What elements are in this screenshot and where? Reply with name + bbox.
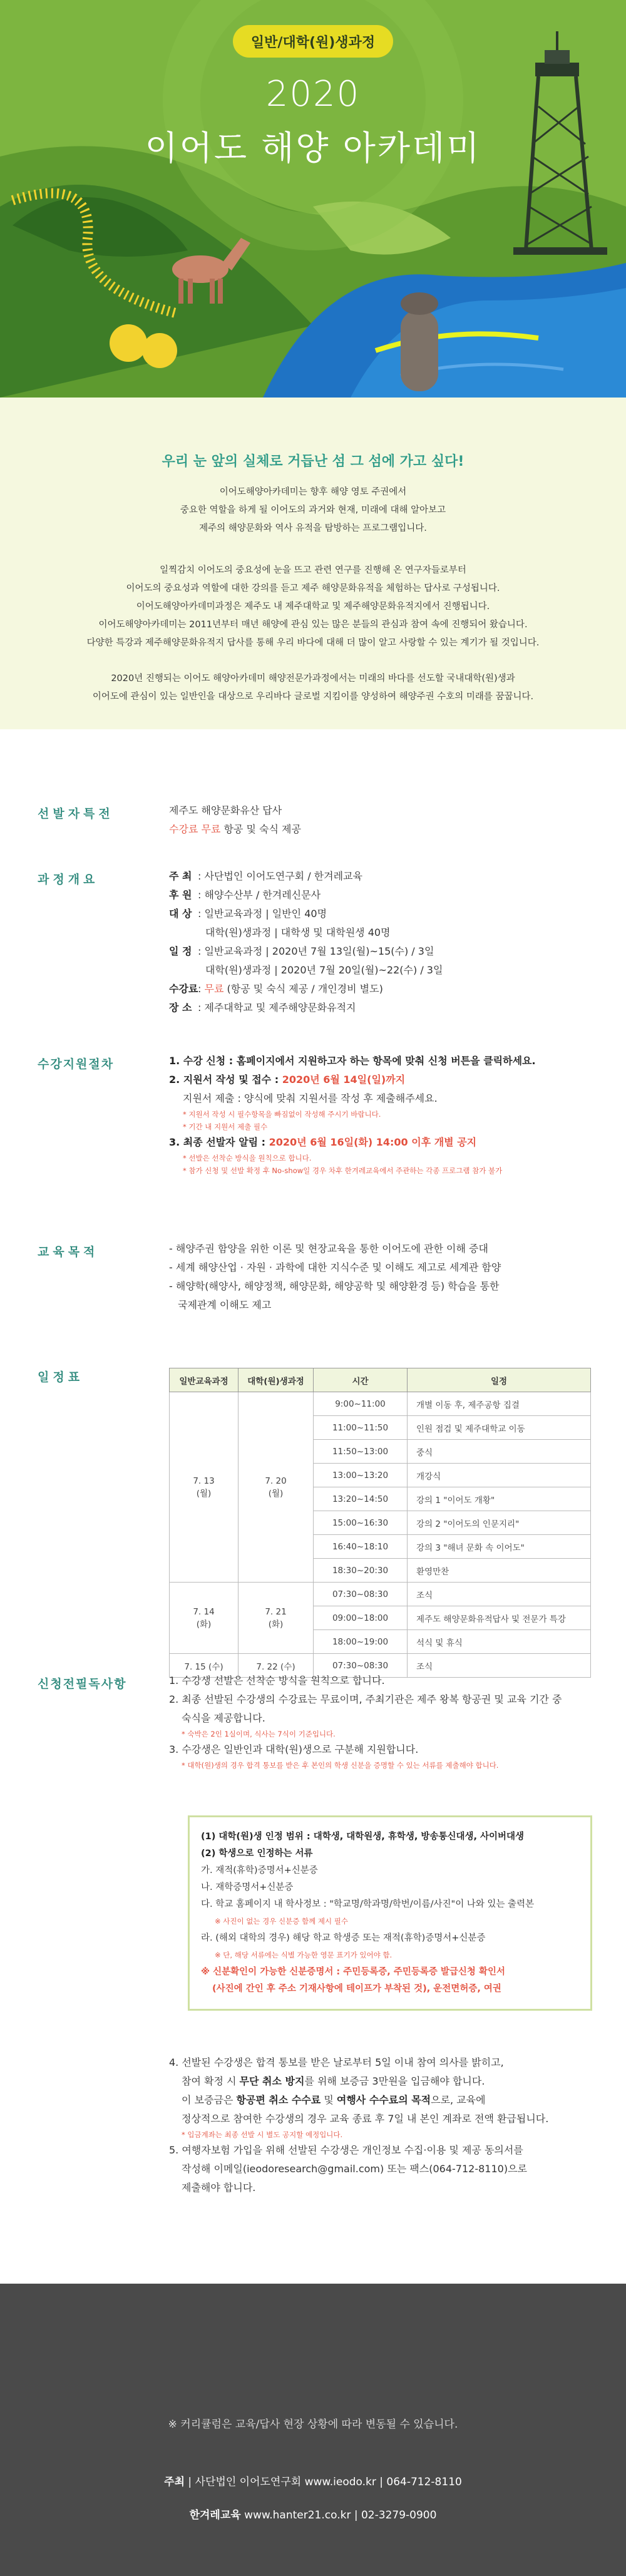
- activity-cell: 제주도 해양문화유적답사 및 전문가 특강: [408, 1606, 591, 1630]
- section-label-goals: 교육목적: [38, 1245, 99, 1259]
- overview-fee: 수강료: 무료 (항공 및 숙식 제공 / 개인경비 별도): [169, 980, 443, 998]
- overview-place: [169, 998, 443, 1017]
- notice-item-2-cont: 숙식을 제공합니다.: [182, 1712, 265, 1724]
- hero-banner: [0, 0, 626, 398]
- intro-line: 다양한 특강과 제주해양문화유적지 답사를 통해 우리 바다에 대해 더 많이 알고 사랑할 수 있는 계기가 될 것입니다.: [86, 638, 540, 648]
- box-line: (2) 학생으로 인정하는 서류: [201, 1849, 313, 1859]
- footer-host-line: [0, 2473, 626, 2488]
- intro-line: 이어도해양아카데미과정은 제주도 내 제주대학교 및 제주해양문화유적지에서 진행됩니다.: [136, 602, 490, 612]
- date-univ-cell: 7. 21 (화): [239, 1583, 314, 1654]
- goal-item: - 해양주권 함양을 위한 이론 및 현장교육을 통한 이어도에 관한 이해 증대: [169, 1243, 488, 1255]
- notice-item-4-b: [169, 2072, 601, 2091]
- procedure-step-3-title: 3. 최종 선발자 알림 :: [169, 1136, 269, 1148]
- table-row: [170, 1583, 591, 1606]
- benefit-line-2: [169, 820, 301, 839]
- intro-line: 이어도해양아카데미는 2011년부터 매년 해양에 관심 있는 많은 분들의 관심과 참여 속에 진행되어 왔습니다.: [98, 620, 528, 630]
- procedure-note: * 참가 신청 및 선발 확정 후 No-show일 경우 차후 한겨레교육에서 주관하는 각종 프로그램 참가 불가: [183, 1166, 503, 1175]
- box-line: 라. (해외 대학의 경우) 해당 학교 학생증 또는 재적(휴학)증명서+신분증: [201, 1933, 486, 1943]
- time-cell: 13:00~13:20: [314, 1464, 408, 1487]
- intro-line: 이어도에 관심이 있는 일반인을 대상으로 우리바다 글로벌 지킴이를 양성하여 해양주권 수호의 미래를 꿈꿉니다.: [92, 692, 534, 702]
- box-note: ※ 단, 해당 서류에는 식별 가능한 영문 표기가 있어야 함.: [215, 1951, 393, 1959]
- benefit-rest: 항공 및 숙식 제공: [220, 823, 301, 835]
- goal-item: 국제관계 이해도 제고: [178, 1299, 272, 1311]
- intro-line: 이어도해양아카데미는 향후 해양 영토 주권에서: [219, 487, 407, 497]
- procedure-step-2: [169, 1070, 536, 1089]
- intro-paragraph-2: [0, 562, 626, 652]
- notice-item-4-d: 정상적으로 참여한 수강생의 경우 교육 종료 후 7일 내 본인 계좌로 전액 환급됩니다.: [182, 2113, 549, 2125]
- overview-fee-free: 무료: [204, 983, 224, 995]
- box-line: 나. 재학증명서+신분증: [201, 1882, 294, 1892]
- date-general-cell: 7. 14 (화): [170, 1583, 239, 1654]
- procedure-deadline: 2020년 6월 14일(일)까지: [282, 1074, 406, 1085]
- box-note: ※ 사진이 없는 경우 신분증 함께 제시 필수: [215, 1917, 348, 1926]
- column-header: 대학(원)생과정: [239, 1368, 314, 1392]
- time-cell: 15:00~16:30: [314, 1511, 408, 1535]
- main-content: [0, 729, 626, 2282]
- overview-value: : 제주대학교 및 제주해양문화유적지: [198, 1002, 356, 1013]
- benefit-free-label: 수강료 무료: [169, 823, 221, 835]
- overview-value: : 사단법인 이어도연구회 / 한겨레교육: [198, 870, 362, 882]
- table-header-row: [170, 1368, 591, 1392]
- overview-key: 후 원: [169, 889, 192, 901]
- benefit-line-1: 제주도 해양문화유산 답사: [169, 804, 282, 816]
- overview-key: 주 최: [169, 870, 192, 882]
- goal-item: - 세계 해양산업 · 자원 · 과학에 대한 지식수준 및 이해도 제고로 세계관 함양: [169, 1261, 501, 1273]
- procedure-step-1: 1. 수강 신청 : 홈페이지에서 지원하고자 하는 항목에 맞춰 신청 버튼을 클릭하세요.: [169, 1055, 536, 1067]
- activity-cell: 개별 이동 후, 제주공항 집결: [408, 1392, 591, 1416]
- notice-item-5: 5. 여행자보험 가입을 위해 선발된 수강생은 개인정보 수집·이용 및 제공 동의서를: [169, 2144, 523, 2156]
- notice-item-2: 2. 최종 선발된 수강생의 수강료는 무료이며, 주최기관은 제주 왕복 항공권 및 교육 기간 중: [169, 1693, 562, 1705]
- footer-disclaimer: ※ 커리큘럼은 교육/답사 현장 상황에 따라 변동될 수 있습니다.: [168, 2418, 458, 2431]
- notice-item-4: 4. 선발된 수강생은 합격 통보를 받은 날로부터 5일 이내 참여 의사를 밝히고,: [169, 2056, 504, 2068]
- overview-value: : 해양수산부 / 한겨레신문사: [198, 889, 321, 901]
- time-cell: 16:40~18:10: [314, 1535, 408, 1559]
- intro-line: 제주의 해양문화와 역사 유적을 탐방하는 프로그램입니다.: [199, 523, 427, 533]
- intro-line: 중요한 역할을 하게 될 이어도의 과거와 현재, 미래에 대해 알아보고: [180, 505, 446, 515]
- overview-value: (항공 및 숙식 제공 / 개인경비 별도): [223, 983, 383, 995]
- box-line: 가. 재적(휴학)증명서+신분증: [201, 1865, 318, 1876]
- dol-hareubang-statue: [401, 292, 438, 391]
- time-cell: 13:20~14:50: [314, 1487, 408, 1511]
- table-row: [170, 1392, 591, 1416]
- notice-text-part: 이 보증금은: [182, 2094, 237, 2106]
- date-general-cell: 7. 15 (수): [170, 1654, 239, 1678]
- procedure-note: * 선발은 선착순 방식을 원칙으로 합니다.: [183, 1154, 312, 1162]
- notice-text-part: 참여 확정 시: [182, 2075, 240, 2087]
- procedure-step-2-title: 2. 지원서 작성 및 접수 :: [169, 1074, 282, 1085]
- section-label-procedure: 수강지원절차: [38, 1057, 115, 1071]
- hero-year: 2020: [265, 74, 361, 115]
- tangerine-icon: [142, 333, 177, 368]
- benefits-text: [169, 801, 301, 839]
- time-cell: 18:00~19:00: [314, 1630, 408, 1654]
- procedure-step-2-desc: 지원서 제출 : 양식에 맞춰 지원서를 작성 후 제출해주세요.: [183, 1092, 438, 1104]
- section-label-overview: 과정개요: [38, 873, 99, 886]
- intro-line: 일찍감치 이어도의 중요성에 눈을 뜨고 관련 연구를 진행해 온 연구자들로부터: [160, 565, 466, 575]
- notice-note: * 입금계좌는 최종 선발 시 별도 공지할 예정입니다.: [182, 2130, 343, 2139]
- activity-cell: 개강식: [408, 1464, 591, 1487]
- schedule-table: [169, 1368, 591, 1678]
- notice-emphasis: 무단 취소 방지: [239, 2075, 305, 2087]
- notice-item-1: 1. 수강생 선발은 선착순 방식을 원칙으로 합니다.: [169, 1675, 385, 1686]
- intro-section: [0, 398, 626, 729]
- footer-edu-line: [0, 2506, 626, 2522]
- notice-item-3: 3. 수강생은 일반인과 대학(원)생으로 구분해 지원합니다.: [169, 1743, 419, 1755]
- notice-item-4-c: [169, 2091, 601, 2110]
- overview-schedule: [169, 942, 443, 961]
- intro-headline: 우리 눈 앞의 실체로 거듭난 섬 그 섬에 가고 싶다!: [162, 454, 464, 470]
- footer-host-info: | 사단법인 이어도연구회 www.ieodo.kr | 064-712-8110: [185, 2476, 462, 2488]
- column-header: 시간: [314, 1368, 408, 1392]
- notice-emphasis: 항공편 취소 수수료: [236, 2094, 321, 2106]
- notice-text-part: 및: [321, 2094, 337, 2106]
- goals-text: [169, 1239, 501, 1315]
- activity-cell: 강의 3 "해녀 문화 속 이어도": [408, 1535, 591, 1559]
- overview-sponsor: [169, 886, 443, 905]
- notice-note: * 숙박은 2인 1실이며, 식사는 7식이 기준입니다.: [182, 1730, 336, 1738]
- tangerine-icon: [110, 324, 147, 362]
- section-label-timetable: 일정표: [38, 1370, 84, 1384]
- overview-host: [169, 867, 443, 886]
- procedure-note: * 지원서 작성 시 필수항목을 빠짐없이 작성해 주시기 바랍니다.: [183, 1110, 381, 1119]
- hero-title: 이어도 해양 아카데미: [145, 128, 481, 168]
- overview-key: 장 소: [169, 1002, 192, 1013]
- overview-text: [169, 867, 443, 1017]
- time-cell: 9:00~11:00: [314, 1392, 408, 1416]
- overview-target: [169, 905, 443, 923]
- activity-cell: 조식: [408, 1583, 591, 1606]
- overview-value: : 일반교육과정 | 2020년 7월 13일(월)~15(수) / 3일: [198, 945, 434, 957]
- box-line: (1) 대학(원)생 인정 범위 : 대학생, 대학원생, 휴학생, 방송통신대생, 사이버대생: [201, 1832, 525, 1842]
- activity-cell: 환영만찬: [408, 1559, 591, 1583]
- notice-item-5-b: 작성해 이메일(ieodoresearch@gmail.com) 또는 팩스(064-712-8110)으로: [182, 2163, 527, 2175]
- student-eligibility-box: [188, 1815, 592, 2011]
- procedure-text: [169, 1052, 536, 1177]
- intro-paragraph-3: [0, 670, 626, 706]
- box-line: (사진에 간인 후 주소 기재사항에 테이프가 부착된 것), 운전면허증, 여권: [212, 1984, 501, 1994]
- overview-value: : 일반교육과정 | 일반인 40명: [198, 908, 327, 920]
- activity-cell: 조식: [408, 1654, 591, 1678]
- activity-cell: 석식 및 휴식: [408, 1630, 591, 1654]
- activity-cell: 강의 1 "이어도 개황": [408, 1487, 591, 1511]
- overview-key: 대 상: [169, 908, 192, 920]
- intro-paragraph-1: [0, 483, 626, 538]
- column-header: 일정: [408, 1368, 591, 1392]
- overview-key: 일 정: [169, 945, 192, 957]
- notice-text-part: 으로, 교육에: [431, 2094, 486, 2106]
- notice-text: [169, 1671, 601, 1772]
- section-label-benefits: 선발자특전: [38, 807, 114, 821]
- course-badge: 일반/대학(원)생과정: [233, 25, 393, 58]
- date-univ-cell: 7. 20 (월): [239, 1392, 314, 1583]
- time-cell: 09:00~18:00: [314, 1606, 408, 1630]
- procedure-note: * 기간 내 지원서 제출 필수: [183, 1122, 268, 1131]
- footer-host-label: 주최: [164, 2476, 185, 2488]
- footer-edu-label: 한겨레교육: [189, 2509, 241, 2522]
- footer-edu-info: www.hanter21.co.kr | 02-3279-0900: [240, 2509, 437, 2522]
- time-cell: 18:30~20:30: [314, 1559, 408, 1583]
- time-cell: 11:50~13:00: [314, 1440, 408, 1464]
- overview-key: 수강료: [169, 983, 198, 995]
- notice-item-5-c: 제출해야 합니다.: [182, 2182, 256, 2194]
- box-line: 다. 학교 홈페이지 내 학사정보 : "학교명/학과명/학번/이름/사진"이 나와 있는 출력본: [201, 1899, 535, 1909]
- time-cell: 11:00~11:50: [314, 1416, 408, 1440]
- time-cell: 07:30~08:30: [314, 1583, 408, 1606]
- hero-illustration: [0, 0, 626, 398]
- goal-item: - 해양학(해양사, 해양정책, 해양문화, 해양공학 및 해양환경 등) 학습을 통한: [169, 1280, 500, 1292]
- procedure-step-3: [169, 1133, 536, 1152]
- time-cell: 07:30~08:30: [314, 1654, 408, 1678]
- notice-emphasis: 여행사 수수료의 목적: [336, 2094, 431, 2106]
- box-line: ※ 신분확인이 가능한 신분증명서 : 주민등록증, 주민등록증 발급신청 확인서: [201, 1967, 505, 1977]
- section-label-notice: 신청전필독사항: [38, 1677, 127, 1691]
- activity-cell: 중식: [408, 1440, 591, 1464]
- footer: [0, 2284, 626, 2576]
- date-general-cell: 7. 13 (월): [170, 1392, 239, 1583]
- overview-target-2: 대학(원)생과정 | 대학생 및 대학원생 40명: [205, 926, 391, 938]
- overview-schedule-2: 대학(원)생과정 | 2020년 7월 20일(월)~22(수) / 3일: [205, 964, 443, 976]
- activity-cell: 강의 2 "이어도의 인문지리": [408, 1511, 591, 1535]
- notice-text-2: [169, 2053, 601, 2197]
- activity-cell: 인원 점검 및 제주대학교 이동: [408, 1416, 591, 1440]
- intro-line: 이어도의 중요성과 역할에 대한 강의를 듣고 제주 해양문화유적을 체험하는 답사로 구성됩니다.: [126, 583, 500, 593]
- notice-note: * 대학(원)생의 경우 합격 통보를 받은 후 본인의 학생 신분을 증명할 수 있는 서류를 제출해야 합니다.: [182, 1761, 499, 1770]
- schedule-body: [170, 1392, 591, 1678]
- column-header: 일반교육과정: [170, 1368, 239, 1392]
- procedure-announce-date: 2020년 6월 16일(화) 14:00 이후 개별 공지: [269, 1136, 477, 1148]
- notice-text-part: 를 위해 보증금 3만원을 입금해야 합니다.: [304, 2075, 485, 2087]
- intro-line: 2020년 진행되는 이어도 해양아카데미 해양전문가과정에서는 미래의 바다를 선도할 국내대학(원)생과: [111, 674, 515, 684]
- date-univ-cell: 7. 22 (수): [239, 1654, 314, 1678]
